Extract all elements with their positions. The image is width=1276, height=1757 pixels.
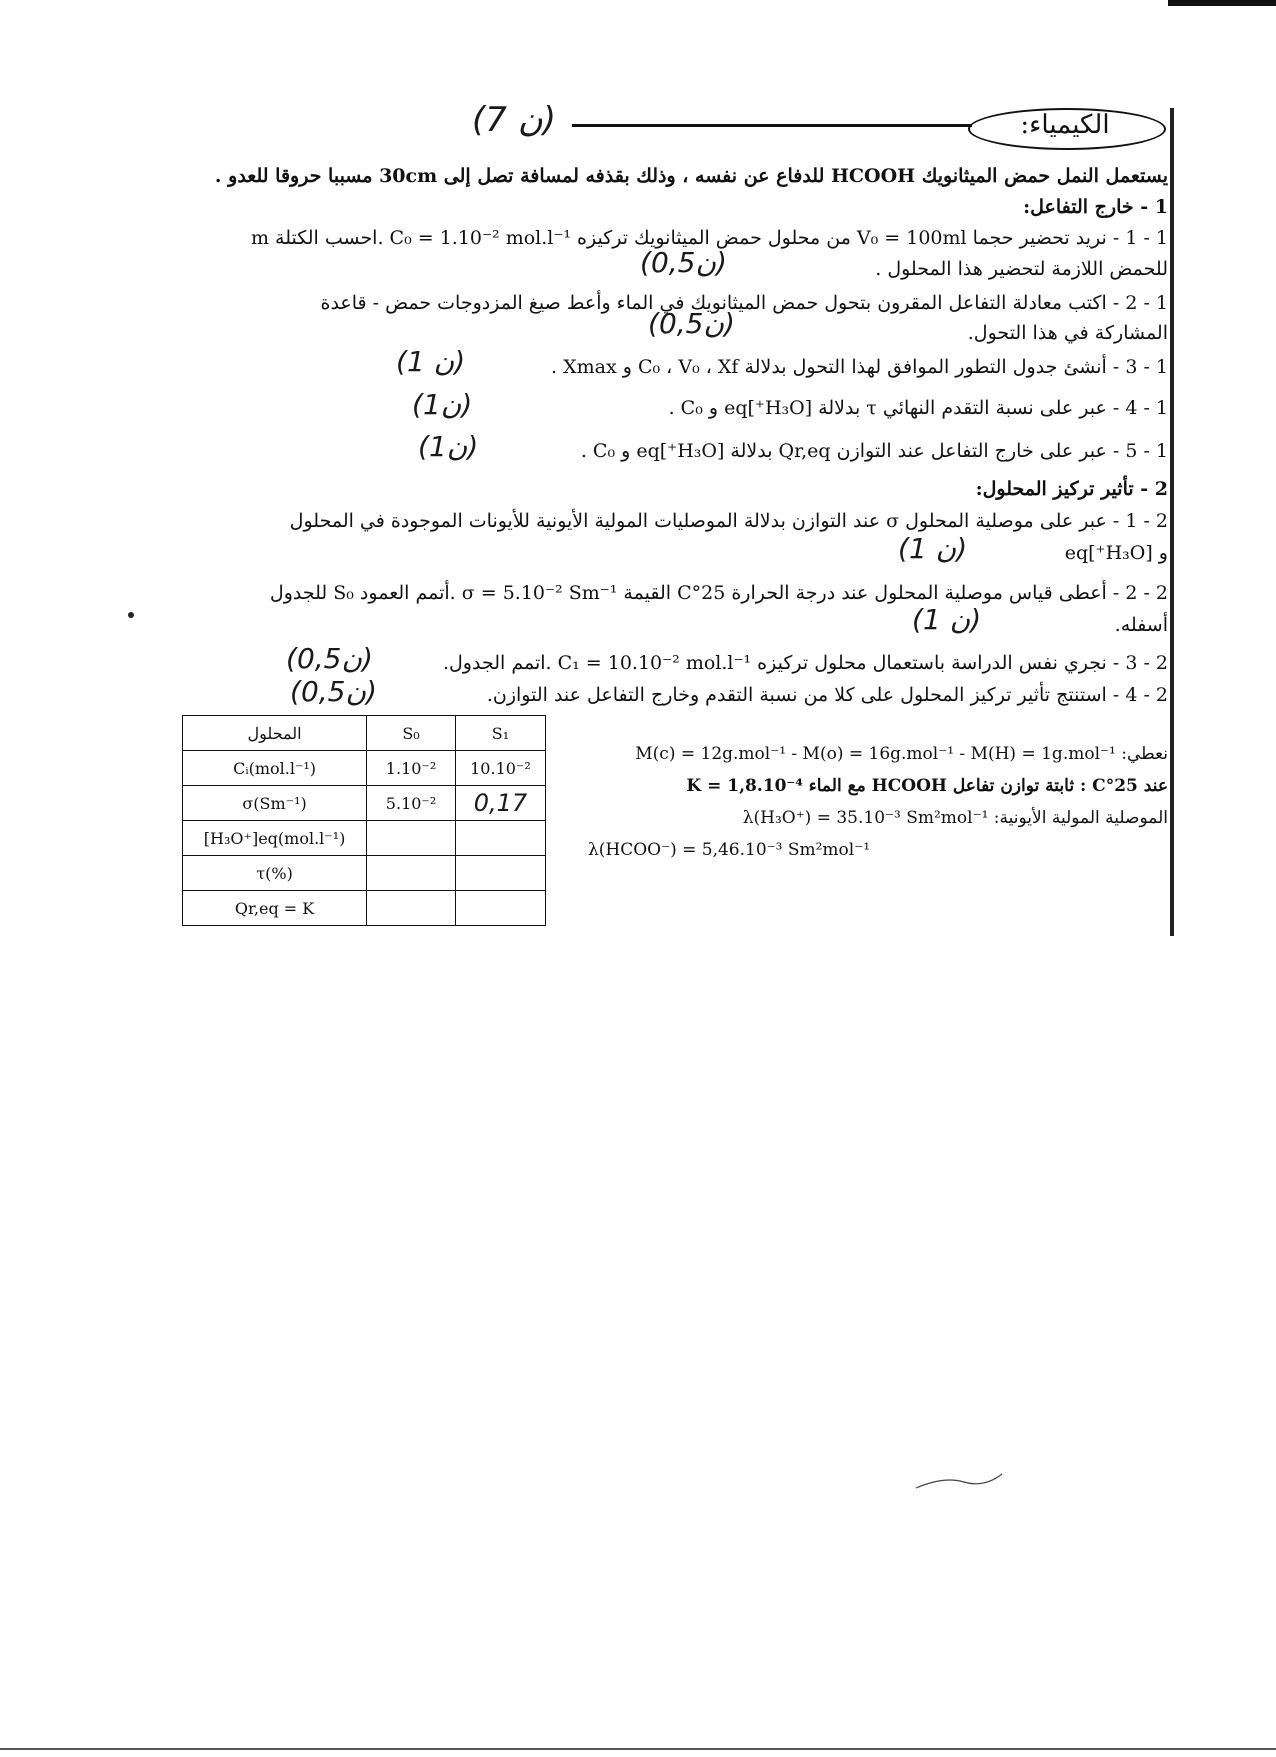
cell-s1 (455, 891, 545, 926)
mark-1-5: (ن1) (418, 430, 479, 463)
given-conductivity-h3o: الموصلية المولية الأيونية: λ(H₃O⁺) = 35.10⁻³ Sm²mol⁻¹ (742, 808, 1168, 828)
question-1-1-cont: للحمض اللازمة لتحضير هذا المحلول . (875, 258, 1168, 280)
question-2-1: 2 - 1 - عبر على موصلية المحلول σ عند التوازن بدلالة الموصليات المولية الأيونية للأيونات الموجودة في المحلول (289, 510, 1168, 532)
mark-1-4: (ن1) (412, 388, 473, 421)
page-edge-top-right (1168, 0, 1276, 6)
row-label: [H₃O⁺]eq(mol.l⁻¹) (183, 821, 367, 856)
cell-s0 (367, 821, 456, 856)
question-2-1-cont: و [H₃O⁺]eq (1064, 542, 1168, 564)
table-row (183, 786, 546, 821)
cell-s0: 1.10⁻² (367, 751, 456, 786)
cell-s0 (367, 891, 456, 926)
question-2-2: 2 - 2 - أعطى قياس موصلية المحلول عند درجة الحرارة 25°C القيمة σ = 5.10⁻² Sm⁻¹ .أتمم العمود S₀ للجدول (269, 582, 1168, 604)
mark-2-1: (ن 1) (898, 532, 968, 565)
cell-s1 (455, 821, 545, 856)
question-1-2-cont: المشاركة في هذا التحول. (967, 322, 1168, 344)
given-conductivity-hcoo: λ(HCOO⁻) = 5,46.10⁻³ Sm²mol⁻¹ (588, 840, 871, 860)
intro-text: يستعمل النمل حمض الميثانويك HCOOH للدفاع عن نفسه ، وذلك بقذفه لمسافة تصل إلى 30cm مسببا حروقا للعدو . (214, 165, 1168, 187)
question-2-3: 2 - 3 - نجري نفس الدراسة باستعمال محلول تركيزه C₁ = 10.10⁻² mol.l⁻¹ .اتمم الجدول. (442, 652, 1168, 674)
question-1-1: 1 - 1 - نريد تحضير حجما V₀ = 100ml من محلول حمض الميثانويك تركيزه C₀ = 1.10⁻² mol.l⁻¹ .احسب الكتلة m (250, 227, 1168, 249)
cell-s1 (455, 856, 545, 891)
mark-1-1: (ن0,5) (640, 246, 727, 279)
row-label: σ(Sm⁻¹) (183, 786, 367, 821)
cell-s0 (367, 856, 456, 891)
cell-s1: 10.10⁻² (455, 751, 545, 786)
row-label: Cᵢ(mol.l⁻¹) (183, 751, 367, 786)
table-row (183, 751, 546, 786)
table-row (183, 856, 546, 891)
pen-mark (914, 1472, 1004, 1492)
stray-dot (128, 612, 134, 618)
table-header-label: المحلول (183, 716, 367, 751)
question-1-3: 1 - 3 - أنشئ جدول التطور الموافق لهذا التحول بدلالة C₀ ، V₀ ، Xf و Xmax . (551, 356, 1168, 378)
margin-bar (1170, 108, 1174, 936)
given-equilibrium-constant: عند 25°C : ثابتة توازن تفاعل HCOOH مع الماء K = 1,8.10⁻⁴ (686, 776, 1168, 796)
header-points-mark: (ن 7) (472, 100, 556, 140)
table-col-s0: S₀ (367, 716, 456, 751)
question-1-2: 1 - 2 - اكتب معادلة التفاعل المقرون بتحول حمض الميثانويك في الماء وأعط صيغ المزدوجات حمض - قاعدة (320, 292, 1168, 314)
cell-s1-handwritten: 0,17 (455, 786, 545, 821)
question-2-4: 2 - 4 - استنتج تأثير تركيز المحلول على كلا من نسبة التقدم وخارج التفاعل عند التوازن. (486, 684, 1168, 706)
question-1-5: 1 - 5 - عبر على خارج التفاعل عند التوازن Qr,eq بدلالة [H₃O⁺]eq و C₀ . (580, 440, 1168, 462)
table-row (183, 891, 546, 926)
part2-heading: 2 - تأثير تركيز المحلول: (975, 478, 1168, 500)
table-header-row (183, 716, 546, 751)
given-masses: نعطي: M(c) = 12g.mol⁻¹ - M(o) = 16g.mol⁻¹ - M(H) = 1g.mol⁻¹ (635, 744, 1168, 764)
row-label: Qr,eq = K (183, 891, 367, 926)
table-col-s1: S₁ (455, 716, 545, 751)
question-2-2-cont: أسفله. (1114, 614, 1168, 636)
part1-heading: 1 - خارج التفاعل: (1023, 196, 1168, 218)
cell-s0: 5.10⁻² (367, 786, 456, 821)
mark-1-2: (ن0,5) (648, 307, 735, 340)
data-table (182, 715, 546, 926)
question-1-4: 1 - 4 - عبر على نسبة التقدم النهائي τ بدلالة [H₃O⁺]eq و C₀ . (668, 397, 1168, 419)
mark-2-3: (ن0,5) (286, 642, 373, 675)
row-label: τ(%) (183, 856, 367, 891)
section-title: الكيمياء: (1020, 110, 1110, 140)
header-rule (572, 124, 972, 127)
mark-2-2: (ن 1) (912, 603, 982, 636)
mark-2-4: (ن0,5) (290, 675, 377, 708)
table-row (183, 821, 546, 856)
page-edge-bottom (0, 1748, 1276, 1750)
mark-1-3: (ن 1) (396, 345, 466, 378)
